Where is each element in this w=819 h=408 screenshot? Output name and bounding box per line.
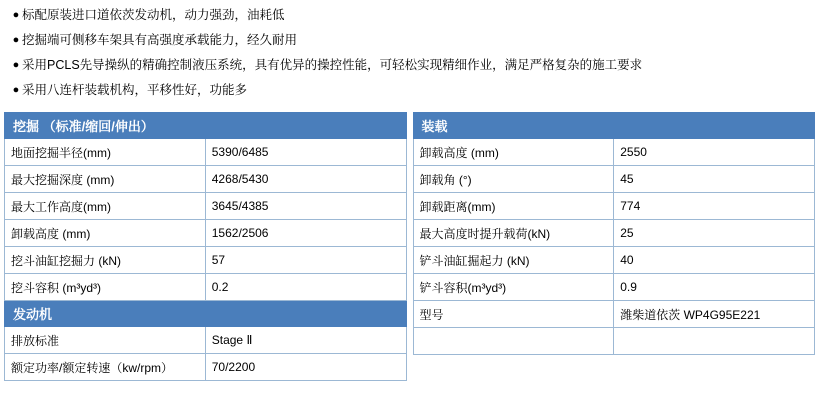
row-label: 排放标准 xyxy=(5,327,206,354)
row-value: 潍柴道依茨 WP4G95E221 xyxy=(614,301,815,328)
row-label: 卸载高度 (mm) xyxy=(413,139,614,166)
list-item-text: 采用八连杆装载机构，平移性好，功能多 xyxy=(22,83,248,97)
row-label: 最大高度时提升载荷(kN) xyxy=(413,220,614,247)
row-value: 5390/6485 xyxy=(205,139,406,166)
row-label: 铲斗油缸掘起力 (kN) xyxy=(413,247,614,274)
table-row xyxy=(5,274,407,301)
table-row xyxy=(5,354,407,381)
table-row xyxy=(413,247,815,274)
row-value: Stage Ⅱ xyxy=(205,327,406,354)
feature-bullet-list xyxy=(0,0,819,112)
specification-tables xyxy=(0,112,819,381)
row-label: 最大工作高度(mm) xyxy=(5,193,206,220)
list-item-text: 挖掘端可侧移车架具有高强度承载能力，经久耐用 xyxy=(22,33,298,47)
row-label: 挖斗容积 (m³yd³) xyxy=(5,274,206,301)
table-row xyxy=(5,139,407,166)
row-label: 额定功率/额定转速（kw/rpm） xyxy=(5,354,206,381)
row-label: 卸载高度 (mm) xyxy=(5,220,206,247)
list-item xyxy=(10,83,809,97)
row-value: 774 xyxy=(614,193,815,220)
list-item xyxy=(10,33,809,47)
table-row xyxy=(413,328,815,355)
table-row xyxy=(413,220,815,247)
table-row xyxy=(5,247,407,274)
row-label: 型号 xyxy=(413,301,614,328)
table-row xyxy=(5,327,407,354)
table-section-header xyxy=(5,301,407,327)
row-value: 57 xyxy=(205,247,406,274)
section-title: 挖掘 （标准/缩回/伸出） xyxy=(5,113,407,139)
left-spec-column xyxy=(4,112,407,381)
row-label: 地面挖掘半径(mm) xyxy=(5,139,206,166)
row-value: 0.2 xyxy=(205,274,406,301)
row-label xyxy=(413,328,614,355)
row-value: 0.9 xyxy=(614,274,815,301)
row-value: 4268/5430 xyxy=(205,166,406,193)
section-title: 发动机 xyxy=(5,301,407,327)
table-row xyxy=(413,274,815,301)
row-value: 1562/2506 xyxy=(205,220,406,247)
section-title: 装载 xyxy=(413,113,815,139)
row-value: 2550 xyxy=(614,139,815,166)
list-item-text: 标配原装进口道依茨发动机，动力强劲，油耗低 xyxy=(22,8,285,22)
row-value: 25 xyxy=(614,220,815,247)
list-item-text: 采用PCLS先导操纵的精确控制液压系统，具有优异的操控性能，可轻松实现精细作业，满足严格复杂的施工要求 xyxy=(22,58,643,72)
row-value: 40 xyxy=(614,247,815,274)
table-row xyxy=(5,193,407,220)
row-label: 挖斗油缸挖掘力 (kN) xyxy=(5,247,206,274)
excavation-spec-table xyxy=(4,112,407,381)
loading-spec-table xyxy=(413,112,816,355)
bullet-icon: ● xyxy=(12,34,20,46)
table-row xyxy=(413,193,815,220)
row-value: 45 xyxy=(614,166,815,193)
list-item xyxy=(10,8,809,22)
bullet-icon: ● xyxy=(12,9,20,21)
row-label: 卸载角 (°) xyxy=(413,166,614,193)
table-row xyxy=(5,166,407,193)
bullet-icon: ● xyxy=(12,59,20,71)
row-value: 70/2200 xyxy=(205,354,406,381)
row-label: 铲斗容积(m³yd³) xyxy=(413,274,614,301)
table-row xyxy=(413,301,815,328)
row-value xyxy=(614,328,815,355)
list-item xyxy=(10,58,809,72)
row-label: 卸载距离(mm) xyxy=(413,193,614,220)
row-label: 最大挖掘深度 (mm) xyxy=(5,166,206,193)
bullet-icon: ● xyxy=(12,84,20,96)
table-section-header xyxy=(413,113,815,139)
table-section-header xyxy=(5,113,407,139)
table-row xyxy=(413,139,815,166)
row-value: 3645/4385 xyxy=(205,193,406,220)
table-row xyxy=(413,166,815,193)
right-spec-column xyxy=(413,112,816,381)
table-row xyxy=(5,220,407,247)
